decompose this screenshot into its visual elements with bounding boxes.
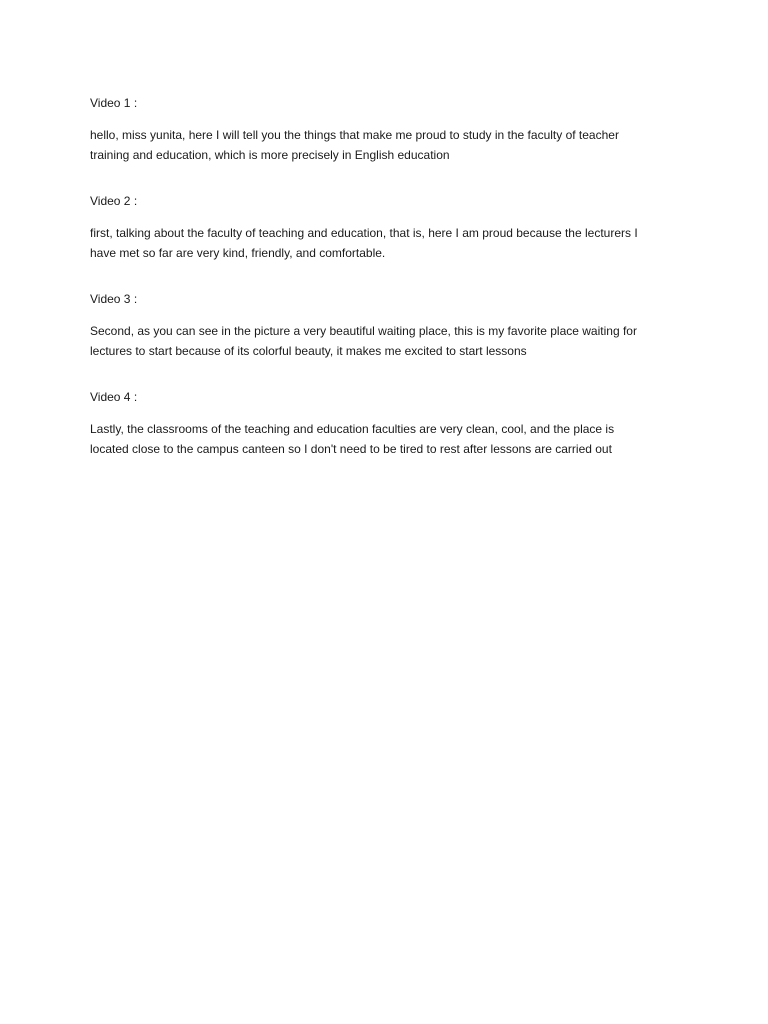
section-title: Video 1 : <box>90 96 138 110</box>
section-video-2 <box>90 191 686 263</box>
body-line: lectures to start because of its colorful beauty, it makes me excited to start lessons <box>90 344 527 358</box>
body-line: located close to the campus canteen so I don't need to be tired to rest after lessons are carried out <box>90 442 612 456</box>
body-line: hello, miss yunita, here I will tell you the things that make me proud to study in the faculty of teacher <box>90 128 619 142</box>
body-line: first, talking about the faculty of teaching and education, that is, here I am proud because the lecturers I <box>90 226 638 240</box>
section-title: Video 3 : <box>90 292 138 306</box>
section-title: Video 2 : <box>90 194 138 208</box>
section-body <box>90 223 686 263</box>
section-title: Video 4 : <box>90 390 138 404</box>
body-line: have met so far are very kind, friendly, and comfortable. <box>90 246 386 260</box>
section-body <box>90 321 686 361</box>
section-video-1 <box>90 93 686 165</box>
body-line: Lastly, the classrooms of the teaching and education faculties are very clean, cool, and the place is <box>90 422 615 436</box>
document-content <box>90 93 686 485</box>
section-video-3 <box>90 289 686 361</box>
section-body <box>90 419 686 459</box>
section-video-4 <box>90 387 686 459</box>
body-line: Second, as you can see in the picture a very beautiful waiting place, this is my favorite place waiting for <box>90 324 637 338</box>
section-body <box>90 125 686 165</box>
body-line: training and education, which is more precisely in English education <box>90 148 450 162</box>
